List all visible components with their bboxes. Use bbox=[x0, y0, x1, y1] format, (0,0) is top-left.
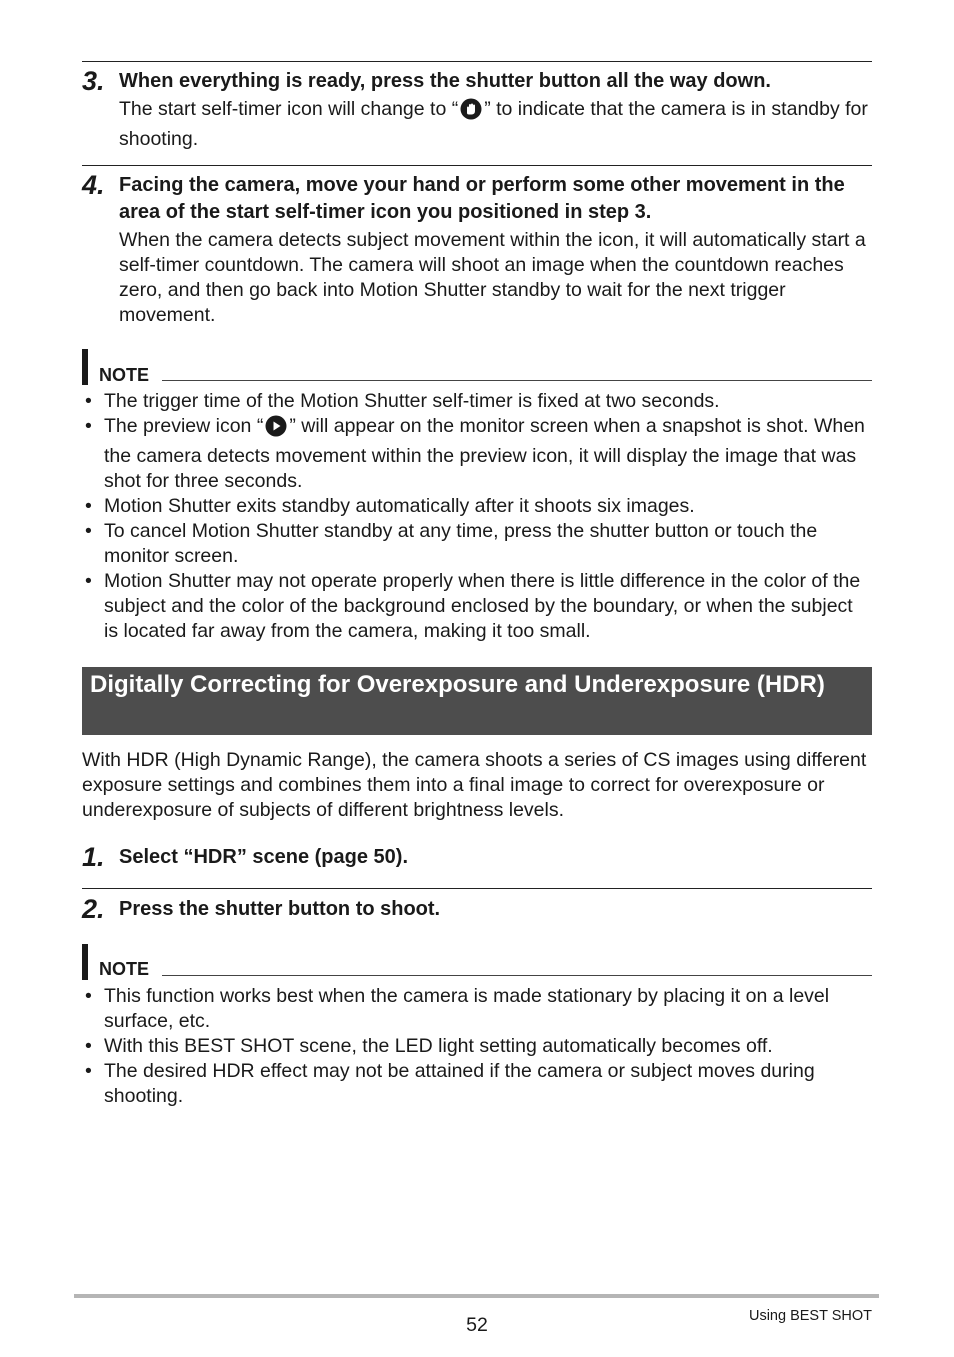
note-rule bbox=[162, 975, 872, 976]
step-divider bbox=[82, 888, 872, 889]
list-item: • With this BEST SHOT scene, the LED light setting automatically becomes off. bbox=[85, 1035, 773, 1057]
step-number: 4. bbox=[82, 170, 105, 200]
step-number: 3. bbox=[82, 66, 105, 96]
list-item: • The preview icon “ ” will appear on the monitor screen when a snapshot is shot. When the camera detects movement within the preview icon, it will display the image that was shot for three seconds. bbox=[85, 415, 865, 492]
list-item: • Motion Shutter exits standby automatically after it shoots six images. bbox=[85, 495, 695, 517]
step-heading: When everything is ready, press the shutter button all the way down. bbox=[119, 70, 771, 92]
play-icon bbox=[265, 415, 287, 444]
step-heading: Facing the camera, move your hand or perform some other movement in the area of the start self-timer icon you positioned in step 3. bbox=[119, 174, 845, 223]
note-rule bbox=[162, 380, 872, 381]
note-bar bbox=[82, 349, 88, 385]
note-label: NOTE bbox=[99, 959, 150, 979]
section-title: Digitally Correcting for Overexposure and Underexposure (HDR) bbox=[90, 671, 825, 698]
step-body-text: ” to indicate that the camera is in standby for shooting. bbox=[119, 98, 868, 150]
list-item: • The trigger time of the Motion Shutter self-timer is fixed at two seconds. bbox=[85, 390, 720, 412]
list-item: • Motion Shutter may not operate properly when there is little difference in the color of the subject and the color of the background enclosed by the boundary, or when the subject is located far away from the camera, making it too small. bbox=[85, 570, 861, 642]
step-number: 1. bbox=[82, 842, 105, 872]
list-item: • This function works best when the camera is made stationary by placing it on a level surface, etc. bbox=[85, 985, 830, 1032]
step-heading: Select “HDR” scene (page 50). bbox=[119, 846, 408, 868]
section-intro: With HDR (High Dynamic Range), the camera shoots a series of CS images using different exposure settings and combines them into a final image to correct for overexposure or underexposure of subjects of different brightness levels. bbox=[82, 749, 867, 821]
note-label: NOTE bbox=[99, 365, 150, 385]
step-divider bbox=[82, 165, 872, 166]
footer-section-name: Using BEST SHOT bbox=[748, 1308, 872, 1324]
step-number: 2. bbox=[82, 894, 105, 924]
list-item: • The desired HDR effect may not be attained if the camera or subject moves during shooting. bbox=[85, 1060, 815, 1107]
note-list bbox=[82, 984, 872, 1109]
step-divider bbox=[82, 61, 872, 62]
note-bar bbox=[82, 944, 88, 980]
section-banner bbox=[82, 667, 872, 735]
footer-rule bbox=[74, 1294, 879, 1298]
page-number: 52 bbox=[466, 1314, 488, 1336]
step-heading: Press the shutter button to shoot. bbox=[119, 898, 441, 920]
list-item: • To cancel Motion Shutter standby at any time, press the shutter button or touch the monitor screen. bbox=[85, 520, 818, 567]
note-list bbox=[82, 389, 872, 644]
step-body-text: The start self-timer icon will change to “ bbox=[119, 98, 459, 120]
step-body bbox=[119, 97, 869, 152]
hand-icon bbox=[460, 98, 482, 127]
step-body: When the camera detects subject movement within the icon, it will automatically start a self-timer countdown. The camera will shoot an image when the countdown reaches zero, and then go back into Motion Shutter standby to wait for the next trigger movement. bbox=[119, 229, 866, 326]
